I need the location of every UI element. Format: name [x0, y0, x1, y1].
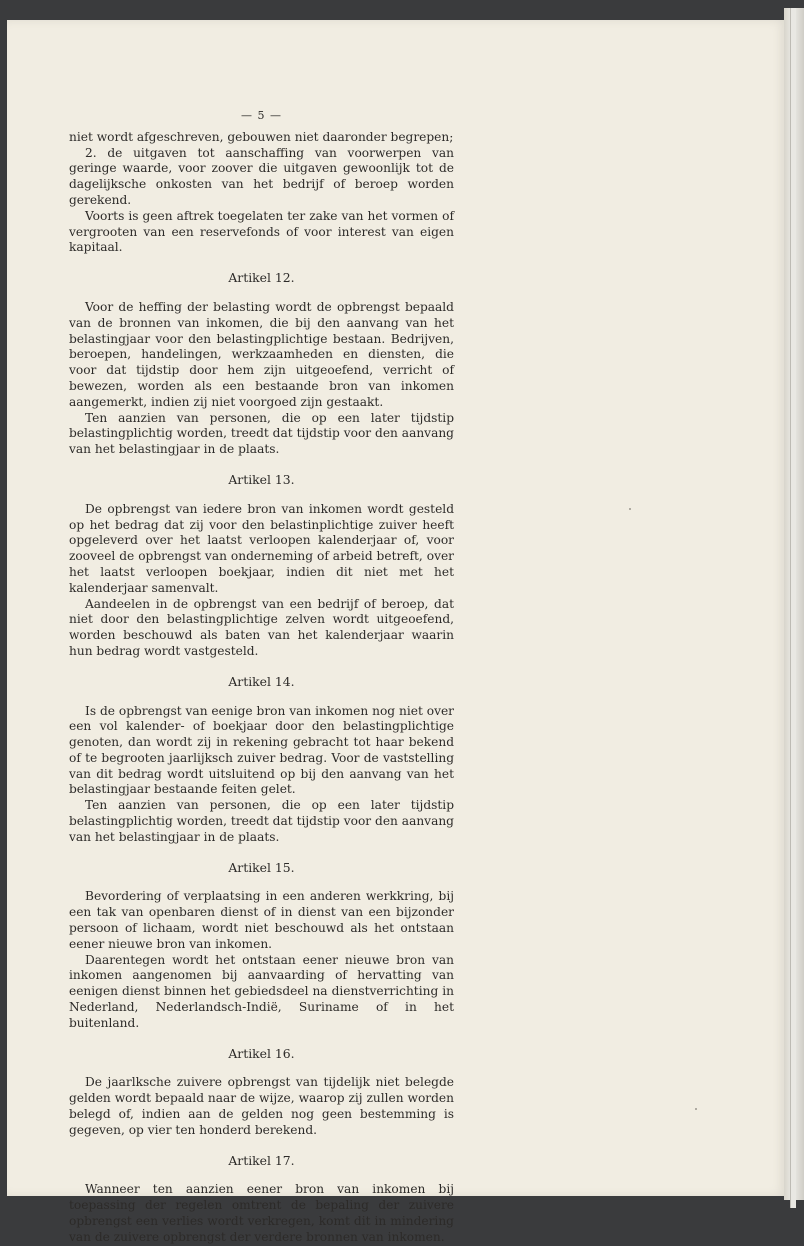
page-edge-inner [790, 8, 796, 1208]
article-13-paragraph-1: De opbrengst van iedere bron van inkomen wordt gesteld op het bedrag dat zij voor den belastinplichtige zuiver heeft opgeleverd over het laatst verloopen kalenderjaar of, voor zooveel de opbrengst van onderneming of arbeid betreft, over het laatst verloopen boekjaar, indien dit niet met het kalenderjaar samenvalt. [69, 501, 454, 595]
intro-paragraph-1: niet wordt afgeschreven, gebouwen niet daaronder begrepen; [69, 129, 454, 144]
document-page [7, 20, 787, 1244]
article-16-paragraph-1: De jaarlksche zuivere opbrengst van tijdelijk niet belegde gelden wordt bepaald naar de wijze, waarop zij zullen worden belegd of, indien aan de gelden nog geen bestemming is gegeven, op vier ten honderd berekend. [69, 1075, 454, 1137]
article-15-heading: Artikel 15. [228, 859, 295, 875]
article-16-heading: Artikel 16. [228, 1045, 295, 1061]
paper-speck [629, 508, 631, 510]
article-13-paragraph-2: Aandeelen in de opbrengst van een bedrijf of beroep, dat niet door den belastingplichtige zelven wordt uitgeoefend, worden beschouwd als baten van het kalenderjaar waarin hun bedrag wordt vastgesteld. [69, 596, 454, 658]
paper-speck [695, 1108, 697, 1110]
intro-paragraph-3: Voorts is geen aftrek toegelaten ter zake van het vormen of vergrooten van een reservefonds of voor interest van eigen kapitaal. [69, 208, 454, 255]
article-17-paragraph-1: Wanneer ten aanzien eener bron van inkomen bij toepassing der regelen omtrent de bepaling der zuivere opbrengst een verlies wordt verkregen, komt dit in mindering van de zuivere opbrengst der verdere bronnen van inkomen. [69, 1182, 454, 1244]
intro-paragraph-2: 2. de uitgaven tot aanschaffing van voorwerpen van geringe waarde, voor zoover die uitgaven gewoonlijk tot de dagelijksche onkosten van het bedrijf of beroep worden gerekend. [69, 145, 454, 207]
article-12-paragraph-1: Voor de heffing der belasting wordt de opbrengst bepaald van de bronnen van inkomen, die bij den aanvang van het belastingjaar voor den belastingplichtige bestaan. Bedrijven, beroepen, handelingen, werkzaamheden en diensten, die voor dat tijdstip door hem zijn uitgeoefend, verricht of bewezen, worden als een bestaande bron van inkomen aangemerkt, indien zij niet voorgoed zijn gestaakt. [69, 299, 454, 409]
article-14-paragraph-1: Is de opbrengst van eenige bron van inkomen nog niet over een vol kalender- of boekjaar door den belastingplichtige genoten, dan wordt zij in rekening gebracht tot haar bekend of te begrooten jaarlijksch zuiver bedrag. Voor de vaststelling van dit bedrag wordt uitsluitend op bij den aanvang van het belastingjaar bestaande feiten gelet. [69, 703, 454, 797]
article-15-paragraph-2: Daarentegen wordt het ontstaan eener nieuwe bron van inkomen aangenomen bij aanvaarding of hervatting van eenigen dienst binnen het gebiedsdeel na dienstverrichting in Nederland, Nederlandsch-Indië, Suriname of in het buitenland. [69, 952, 454, 1030]
article-15-paragraph-1: Bevordering of verplaatsing in een anderen werkkring, bij een tak van openbaren dienst of in dienst van een bijzonder persoon of lichaam, wordt niet beschouwd als het ontstaan eener nieuwe bron van inkomen. [69, 889, 454, 951]
text-column [69, 108, 454, 1246]
page-edge [784, 8, 804, 1200]
page-number: — 5 — [241, 109, 282, 122]
article-17-heading: Artikel 17. [228, 1152, 295, 1168]
article-12-heading: Artikel 12. [228, 270, 295, 286]
article-13-heading: Artikel 13. [228, 471, 295, 487]
article-12-paragraph-2: Ten aanzien van personen, die op een later tijdstip belastingplichtig worden, treedt dat tijdstip voor den aanvang van het belastingjaar in de plaats. [69, 410, 454, 457]
article-14-heading: Artikel 14. [228, 673, 295, 689]
article-14-paragraph-2: Ten aanzien van personen, die op een later tijdstip belastingplichtig worden, treedt dat tijdstip voor den aanvang van het belastingjaar in de plaats. [69, 798, 454, 844]
